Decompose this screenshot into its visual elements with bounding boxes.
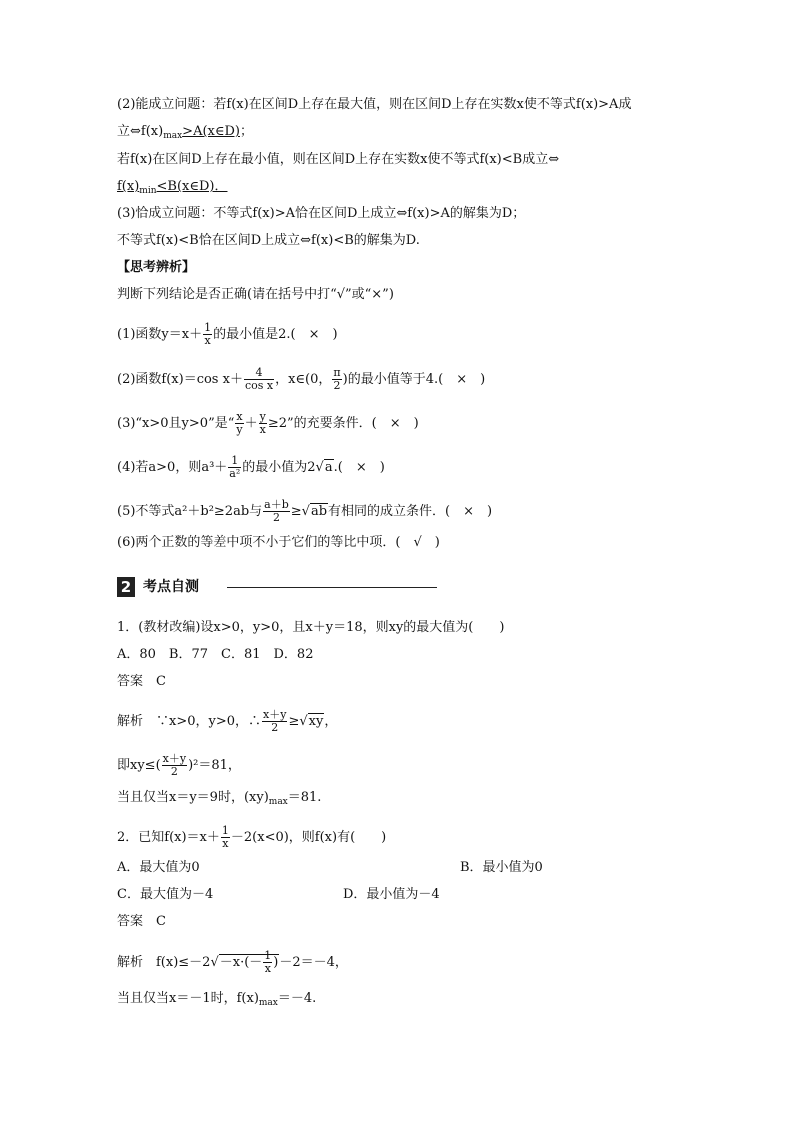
numerator: 1 xyxy=(228,455,241,468)
denominator: x xyxy=(204,334,211,347)
subscript: max xyxy=(258,998,278,1008)
numerator: x＋y xyxy=(263,708,287,721)
denominator: cos x xyxy=(244,379,274,392)
subscript: max xyxy=(163,131,183,141)
numerator: π xyxy=(333,366,341,379)
question-2 xyxy=(117,825,386,850)
denominator: 2 xyxy=(333,379,341,392)
text: 不等式f(x)<B恰在区间D上成立⇔f(x)<B的解集为D. xyxy=(117,233,420,248)
text: A．80 B．77 C．81 D．82 xyxy=(117,647,314,662)
text: ＝－4. xyxy=(277,991,317,1006)
sqrt-radicand: ab xyxy=(310,504,328,519)
text: ) xyxy=(273,955,279,970)
text: 的最小值为2 xyxy=(242,460,316,475)
denominator: 2 xyxy=(272,511,280,524)
text: 解析 f(x)≤－2 xyxy=(117,955,211,970)
text: 当且仅当x＝y＝9时，(xy) xyxy=(117,790,269,805)
fraction xyxy=(262,709,287,734)
question-2-options-row-1 xyxy=(117,859,543,877)
text: ， xyxy=(324,714,338,729)
text: 的最小值是2.( × ) xyxy=(213,327,338,342)
question-2-solution-2 xyxy=(117,990,316,1012)
question-1-solution-1: 解析 ∵x>0，y>0，∴ $\frac{x+y}{2}$ ≥√xy， xyxy=(117,708,338,734)
text: 即xy≤( xyxy=(117,758,161,773)
numerator: 4 xyxy=(244,367,274,380)
text: －2＝－4， xyxy=(279,955,348,970)
numerator: x＋y xyxy=(162,752,187,765)
section-header xyxy=(117,576,437,598)
text: ≥ xyxy=(290,504,302,519)
fraction xyxy=(259,411,267,436)
section-title: 考点自测 xyxy=(143,579,199,595)
text: (4)若a>0，则a³＋ xyxy=(117,460,228,475)
judge-item-1 xyxy=(117,322,338,347)
text: －x·(－ xyxy=(219,955,263,970)
judge-item-5: (5)不等式a²＋b²≥2ab与 $\frac{a+b}{2}$ ≥√ab有相同的成立条件．( × ) xyxy=(117,498,493,524)
question-2-solution-1: 解析 f(x)≤－2√－x·(－ $\frac{1}{x}$ )－2＝－4， xyxy=(117,949,348,975)
judge-item-3 xyxy=(117,411,419,436)
fraction xyxy=(221,825,230,850)
sqrt-radicand xyxy=(219,949,280,975)
numerator: 1 xyxy=(204,321,212,334)
para-2-line-2 xyxy=(117,123,253,145)
question-1 xyxy=(117,619,504,637)
judge-instruction xyxy=(117,286,394,304)
underlined-formula xyxy=(117,179,227,194)
fraction xyxy=(263,499,290,524)
text: 解析 ∵x>0，y>0，∴ xyxy=(117,714,262,729)
denominator: 2 xyxy=(170,765,178,778)
fraction xyxy=(263,950,272,975)
numerator: x xyxy=(236,410,243,423)
fraction xyxy=(203,322,212,347)
text: ＋ xyxy=(244,416,258,431)
numerator: 1 xyxy=(221,824,229,837)
option-a: A．最大值为0 xyxy=(117,860,200,875)
text: >A(x∈D) xyxy=(182,124,240,139)
think-title xyxy=(117,259,195,277)
question-1-options xyxy=(117,646,313,664)
text: f(x) xyxy=(117,179,140,194)
question-2-answer xyxy=(117,913,166,931)
numerator: 1 xyxy=(264,949,272,962)
denominator: x xyxy=(222,837,229,850)
denominator: x xyxy=(264,962,271,975)
option-d: D．最小值为－4 xyxy=(343,887,440,902)
text: 答案 C xyxy=(117,674,166,689)
text: (5)不等式a²＋b²≥2ab与 xyxy=(117,504,263,519)
text: (3)“x>0且y>0”是“ xyxy=(117,416,235,431)
text: 若f(x)在区间D上存在最小值，则在区间D上存在实数x使不等式f(x)<B成立⇔ xyxy=(117,152,560,167)
numerator: y xyxy=(259,410,266,423)
text: <B(x∈D)． xyxy=(156,179,228,194)
numerator: a＋b xyxy=(264,498,289,511)
section-rule xyxy=(227,587,437,588)
judge-item-2 xyxy=(117,367,485,392)
subscript: min xyxy=(139,186,157,196)
text: (6)两个正数的等差中项不小于它们的等比中项．( √ ) xyxy=(117,535,440,550)
text: ； xyxy=(239,124,253,139)
question-1-solution-2 xyxy=(117,753,241,778)
fraction xyxy=(228,455,241,480)
text: (2)能成立问题：若f(x)在区间D上存在最大值，则在区间D上存在实数x使不等式f(x)>A成 xyxy=(117,97,632,112)
para-3-line-1 xyxy=(117,205,525,223)
denominator: y xyxy=(236,423,243,436)
question-1-answer xyxy=(117,673,166,691)
judge-item-4: (4)若a>0，则a³＋ $\frac{1}{\text{a²}}$ 的最小值为2√a.( × ) xyxy=(117,454,385,480)
fraction xyxy=(162,753,187,778)
question-2-options-row-2 xyxy=(117,886,440,904)
subscript: max xyxy=(268,797,288,807)
denominator: a² xyxy=(229,467,241,480)
text: 【思考辨析】 xyxy=(117,260,196,275)
text: ＝81. xyxy=(287,790,322,805)
option-b: B．最小值为0 xyxy=(460,860,543,875)
text: 判断下列结论是否正确(请在括号中打“√”或“×”) xyxy=(117,287,394,302)
sqrt-radicand: a xyxy=(324,460,333,475)
text: 1．(教材改编)设x>0，y>0，且x＋y＝18，则xy的最大值为( ) xyxy=(117,620,505,635)
text: ≥2”的充要条件．( × ) xyxy=(267,416,419,431)
denominator: x xyxy=(259,423,266,436)
sqrt-radicand: xy xyxy=(308,714,324,729)
text: )²＝81， xyxy=(188,758,241,773)
question-1-solution-3 xyxy=(117,789,321,811)
text: －2(x<0)，则f(x)有( ) xyxy=(230,830,387,845)
judge-item-6 xyxy=(117,534,440,552)
text: 当且仅当x＝－1时，f(x) xyxy=(117,991,259,1006)
denominator: 2 xyxy=(271,721,279,734)
text: (3)恰成立问题：不等式f(x)>A恰在区间D上成立⇔f(x)>A的解集为D； xyxy=(117,206,526,221)
text: .( × ) xyxy=(333,460,385,475)
text: 答案 C xyxy=(117,914,166,929)
fraction xyxy=(235,411,243,436)
text: )的最小值等于4.( × ) xyxy=(342,372,486,387)
text: 2．已知f(x)＝x＋ xyxy=(117,830,220,845)
text: 立⇔f(x) xyxy=(117,124,164,139)
option-c: C．最大值为－4 xyxy=(117,887,214,902)
text: (1)函数y＝x＋ xyxy=(117,327,203,342)
para-2-line-1 xyxy=(117,96,631,114)
fraction xyxy=(244,367,274,392)
text: (2)函数f(x)＝cos x＋ xyxy=(117,372,243,387)
para-2-line-3 xyxy=(117,151,559,169)
para-3-line-2 xyxy=(117,232,420,250)
section-number-badge: 2 xyxy=(117,577,135,597)
underlined-formula xyxy=(163,124,240,139)
fraction xyxy=(332,367,341,392)
para-2-line-4 xyxy=(117,178,227,200)
text: 有相同的成立条件．( × ) xyxy=(328,504,493,519)
text: ≥ xyxy=(288,714,300,729)
text: ，x∈(0， xyxy=(275,372,332,387)
